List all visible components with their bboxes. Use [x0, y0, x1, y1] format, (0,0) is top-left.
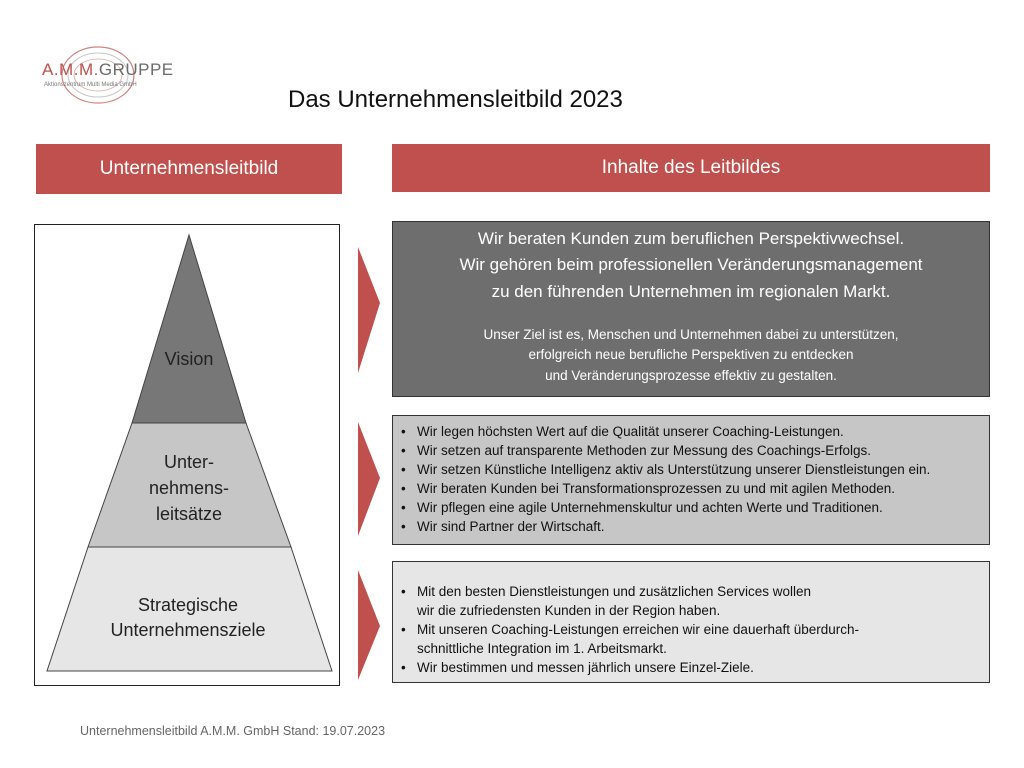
header-right-label: Inhalte des Leitbildes [601, 157, 781, 178]
company-logo [36, 40, 174, 110]
arrow-leitsaetze-icon [356, 422, 382, 538]
list-item: • Mit unseren Coaching-Leistungen erreichen wir eine dauerhaft überdurch- schnittliche Integration im 1. Arbeitsmarkt. [393, 620, 989, 658]
pyramid-label-ziele: Strategische Unternehmensziele [110, 595, 266, 641]
vision-statement: Wir beraten Kunden zum beruflichen Perspektivwechsel. Wir gehören beim professionellen Veränderungsmanagement zu den führenden Unternehmen im regionalen Markt. [459, 229, 923, 301]
list-item: • Wir pflegen eine agile Unternehmenskultur und achten Werte und Traditionen. [393, 498, 989, 517]
list-item: • Wir bestimmen und messen jährlich unsere Einzel-Ziele. [393, 658, 989, 677]
header-inhalte [392, 144, 990, 192]
vision-goal-text: Unser Ziel ist es, Menschen und Unternehmen dabei zu unterstützen, erfolgreich neue berufliche Perspektiven zu entdecken und Veränderungsprozesse effektiv zu gestalten. [483, 327, 899, 383]
list-item: • Wir beraten Kunden bei Transformationsprozessen zu und mit agilen Methoden. [393, 479, 989, 498]
principles-list [393, 422, 989, 536]
goals-content-box [392, 561, 990, 683]
footer-text: Unternehmensleitbild A.M.M. GmbH Stand: 19.07.2023 [80, 724, 386, 738]
list-item: • Wir setzen auf transparente Methoden zur Messung des Coachings-Erfolgs. [393, 441, 989, 460]
page-title: Das Unternehmensleitbild 2023 [288, 86, 623, 113]
header-left-label: Unternehmensleitbild [99, 158, 279, 179]
arrow-vision-icon [356, 247, 382, 377]
logo-brand-gruppe: GRUPPE [98, 60, 174, 79]
list-item: • Wir setzen Künstliche Intelligenz aktiv als Unterstützung unserer Dienstleistungen ein. [393, 460, 989, 479]
vision-content-box [392, 221, 990, 397]
pyramid-frame [34, 224, 340, 686]
goals-list [393, 582, 989, 677]
principles-content-box [392, 415, 990, 545]
list-item: • Wir sind Partner der Wirtschaft. [393, 517, 989, 536]
logo-subtitle: Aktionszentrum Multi Media GmbH [44, 82, 137, 88]
list-item: • Wir legen höchsten Wert auf die Qualität unserer Coaching-Leistungen. [393, 422, 989, 441]
list-item: • Mit den besten Dienstleistungen und zusätzlichen Services wollen wir die zufriedensten Kunden in der Region haben. [393, 582, 989, 620]
arrow-ziele-icon [356, 570, 382, 682]
logo-brand-amm: A.M.M. [42, 60, 99, 79]
logo-brand [42, 60, 174, 80]
pyramid-label-leitsaetze: Unter- nehmens- leitsätze [148, 452, 230, 525]
pyramid-level-vision [132, 235, 246, 423]
pyramid-label-vision: Vision [164, 349, 214, 369]
header-unternehmensleitbild [36, 144, 342, 194]
